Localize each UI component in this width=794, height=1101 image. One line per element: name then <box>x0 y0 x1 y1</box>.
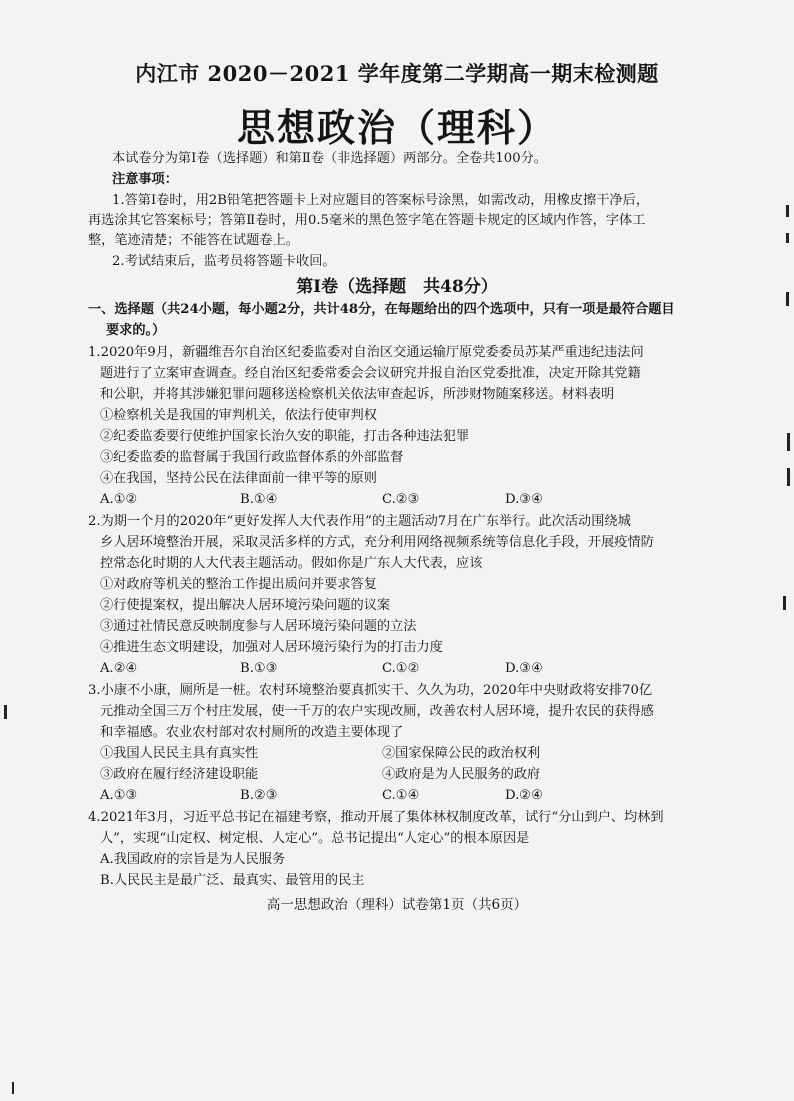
question-stem: 控常态化时期的人大代表主题活动。假如你是广东人大代表，应该 <box>100 556 483 571</box>
statement: ③纪委监委的监督属于我国行政监督体系的外部监督 <box>100 450 404 465</box>
note-1-cont: 再选涂其它答案标号；答第Ⅱ卷时，用0.5毫米的黑色签字笔在答题卡规定的区域内作答，字体工 <box>88 213 646 228</box>
intro-text: 本试卷分为第Ⅰ卷（选择题）和第Ⅱ卷（非选择题）两部分。全卷共100分。 <box>112 151 547 166</box>
statements-row <box>100 765 758 785</box>
page-footer: 高一思想政治（理科）试卷第1页（共6页） <box>266 897 528 913</box>
question-stem: 和公职，并将其涉嫌犯罪问题移送检察机关依法审查起诉，所涉财物随案移送。材料表明 <box>100 387 615 402</box>
scan-edge-mark <box>787 468 790 486</box>
statement: ②纪委监委要行使维护国家长治久安的职能，打击各种违法犯罪 <box>100 429 470 444</box>
note-2: 2.考试结束后，监考员将答题卡收回。 <box>112 254 336 269</box>
question-stem: 2.为期一个月的2020年“更好发挥人大代表作用”的主题活动7月在广东举行。此次活动围绕城 <box>88 514 631 529</box>
question-stem: 4.2021年3月，习近平总书记在福建考察，推动开展了集体林权制度改革，试行“分山到户、均林到 <box>88 810 664 825</box>
statement: ③通过社情民意反映制度参与人居环境污染问题的立法 <box>100 619 417 634</box>
option-c[interactable]: C.①② <box>382 661 420 676</box>
statement: ②行使提案权，提出解决人居环境污染问题的议案 <box>100 598 391 613</box>
question-stem: 题进行了立案审查调查。经自治区纪委常委会会议研究并报自治区党委批准，决定开除其党籍 <box>100 366 641 381</box>
option-d[interactable]: D.③④ <box>505 492 543 507</box>
option-c[interactable]: C.①④ <box>382 788 420 803</box>
question-stem: 乡人居环境整治开展，采取灵活多样的方式，充分利用网络视频系统等信息化手段，开展疫情防 <box>100 535 654 550</box>
scan-edge-mark <box>4 705 7 719</box>
question-stem: 3.小康不小康，厕所是一桩。农村环境整治要真抓实干、久久为功，2020年中央财政将安排70亿 <box>88 683 653 698</box>
statement: ④在我国，坚持公民在法律面前一律平等的原则 <box>100 471 377 486</box>
option-b[interactable]: B.①④ <box>240 492 278 507</box>
question-stem: 1.2020年9月，新疆维吾尔自治区纪委监委对自治区交通运输厅原党委委员苏某严重违纪违法问 <box>88 345 644 360</box>
answer-options <box>100 786 758 806</box>
question-stem: 元推动全国三万个村庄发展，使一千万的农户实现改厕，改善农村人居环境，提升农民的获得感 <box>100 704 654 719</box>
question-stem: 和幸福感。农业农村部对农村厕所的改造主要体现了 <box>100 725 404 740</box>
option-d[interactable]: D.②④ <box>505 788 543 803</box>
notes-label: 注意事项： <box>112 172 178 187</box>
scan-edge-mark <box>786 233 789 243</box>
section-instructions-cont: 要求的。） <box>106 323 166 338</box>
option-c[interactable]: C.②③ <box>382 492 420 507</box>
statement: ①对政府等机关的整治工作提出质问并要求答复 <box>100 577 377 592</box>
statements-row <box>100 744 758 764</box>
scan-edge-mark <box>787 433 790 451</box>
note-1-cont: 整，笔迹清楚；不能答在试题卷上。 <box>88 233 299 248</box>
answer-options <box>100 490 758 510</box>
scan-edge-mark <box>786 205 789 217</box>
question-stem: 人”，实现“山定权、树定根、人定心”。总书记提出“人定心”的根本原因是 <box>100 831 530 846</box>
option-a[interactable]: A.①③ <box>100 788 138 803</box>
option-b[interactable]: B.②③ <box>240 788 278 803</box>
statement: ①我国人民民主具有真实性 <box>100 746 259 761</box>
scan-edge-mark <box>12 1082 14 1094</box>
subject-title: 思想政治（理科） <box>236 105 557 150</box>
option-b[interactable]: B.人民民主是最广泛、最真实、最管用的民主 <box>100 873 365 888</box>
option-b[interactable]: B.①③ <box>240 661 278 676</box>
scan-edge-mark <box>783 596 786 610</box>
answer-options <box>100 659 758 679</box>
statement: ④推进生态文明建设，加强对人居环境污染行为的打击力度 <box>100 640 443 655</box>
statement: ④政府是为人民服务的政府 <box>382 767 541 782</box>
statement: ①检察机关是我国的审判机关，依法行使审判权 <box>100 408 377 423</box>
option-a[interactable]: A.我国政府的宗旨是为人民服务 <box>100 852 286 867</box>
option-a[interactable]: A.②④ <box>100 661 138 676</box>
statement: ②国家保障公民的政治权利 <box>382 746 541 761</box>
note-1: 1.答第Ⅰ卷时，用2B铅笔把答题卡上对应题目的答案标号涂黑，如需改动，用橡皮擦干净后， <box>112 193 649 208</box>
option-a[interactable]: A.①② <box>100 492 138 507</box>
section-instructions: 一、选择题（共24小题，每小题2分，共计48分，在每题给出的四个选项中，只有一项是最符合题目 <box>88 302 675 317</box>
section-title: 第Ⅰ卷（选择题 共48分） <box>296 277 498 297</box>
statement: ③政府在履行经济建设职能 <box>100 767 259 782</box>
option-d[interactable]: D.③④ <box>505 661 543 676</box>
exam-title: 内江市 2020－2021 学年度第二学期高一期末检测题 <box>135 61 659 86</box>
